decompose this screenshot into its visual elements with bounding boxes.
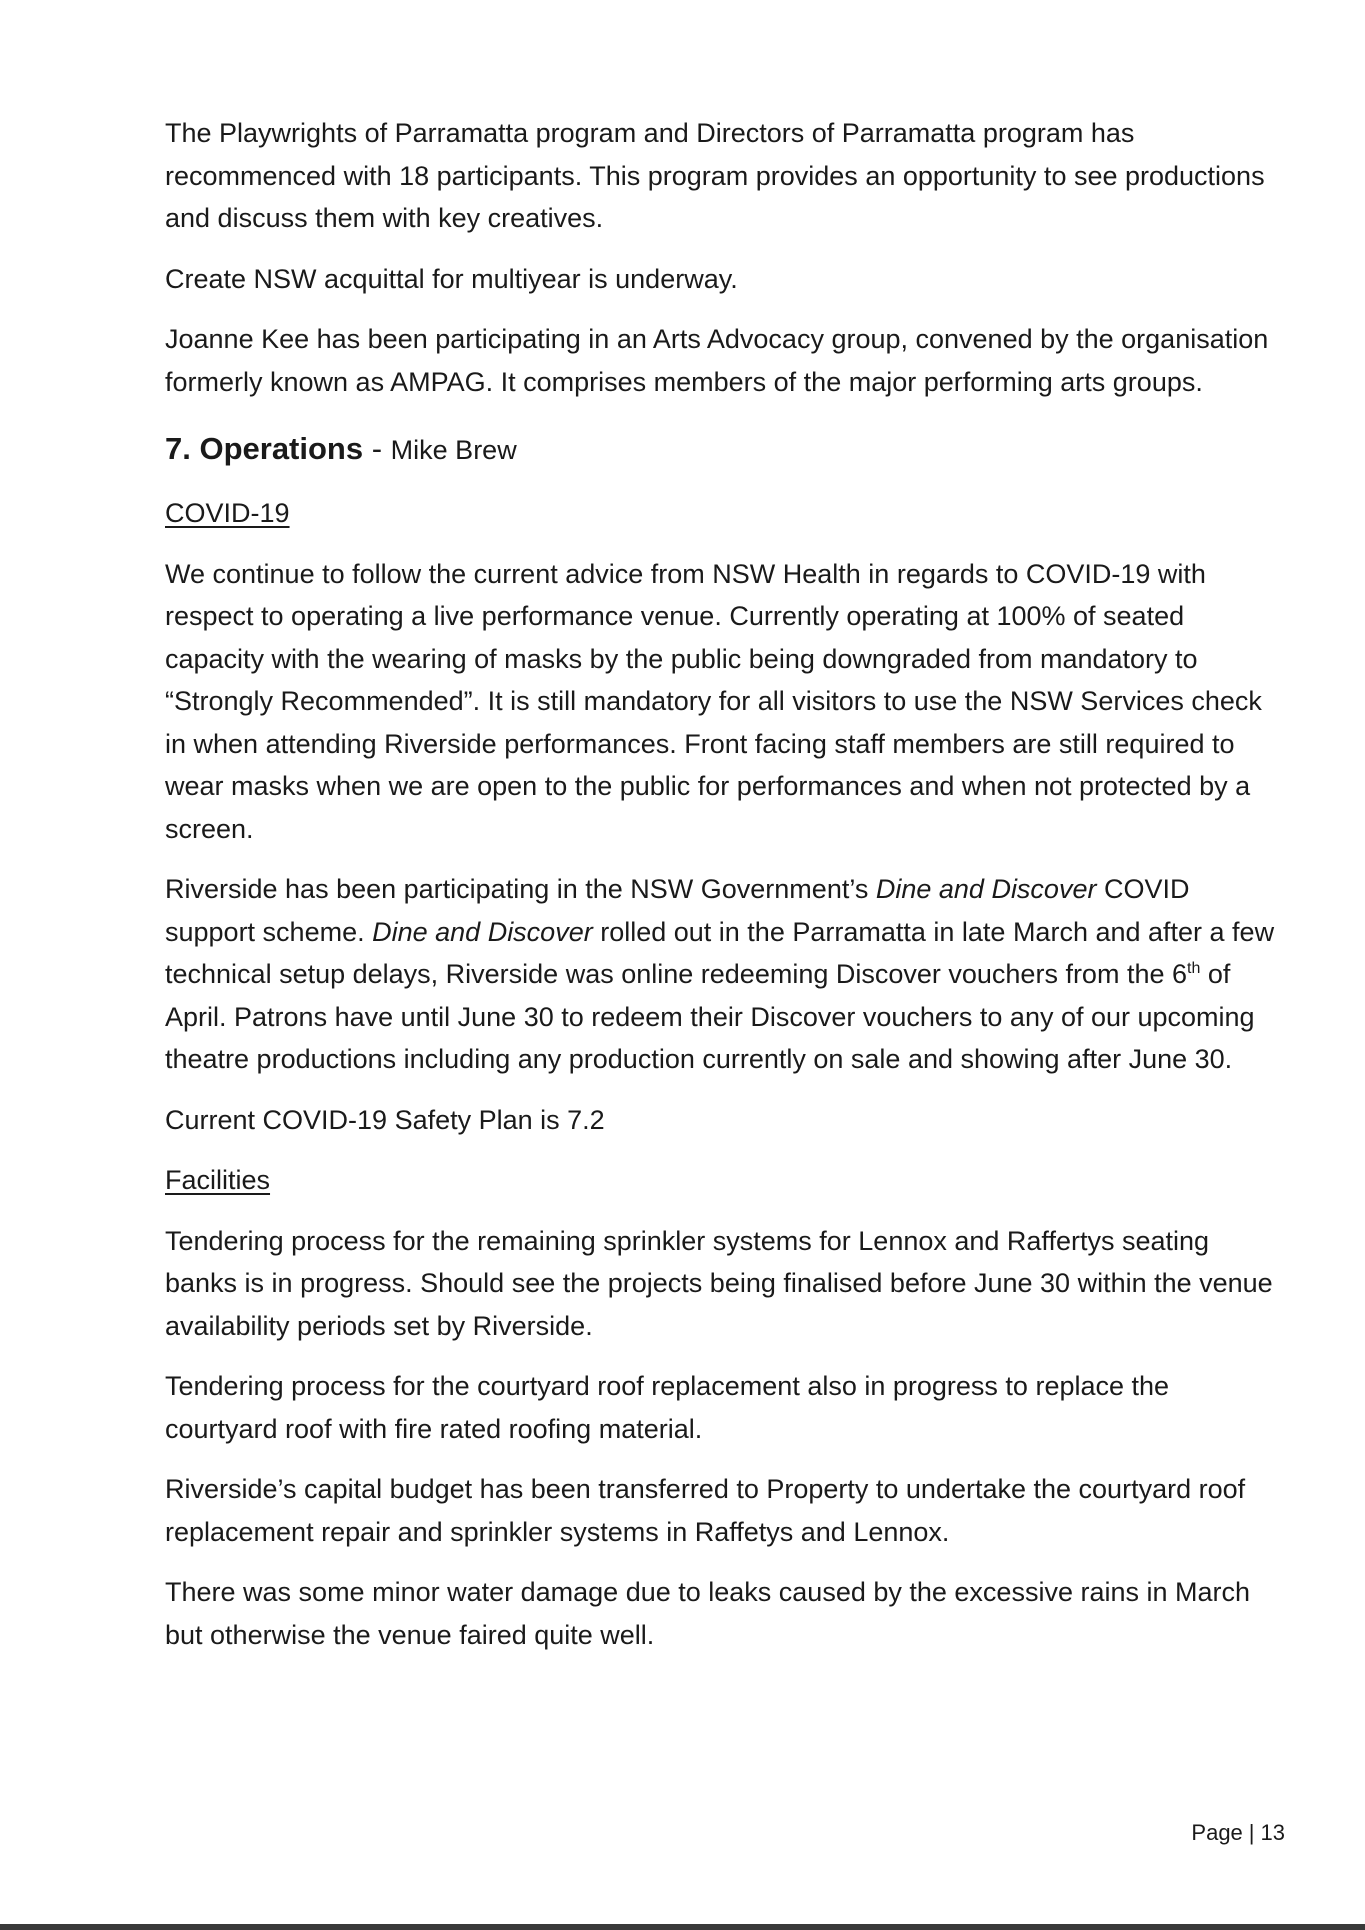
subheading-facilities: Facilities [165,1165,271,1195]
paragraph-covid-advice: We continue to follow the current advice from NSW Health in regards to COVID-19 with respect to operating a live performance venue. Currently operating at 100% of seated capacity with the wearing of masks by the public being downgraded from mandatory to “Strongly Recommended”. It is still mandatory for all visitors to use the NSW Services check in when attending Riverside performances. Front facing staff members are still required to wear masks when we are open to the public for performances and when not protected by a screen. [165,558,1262,844]
page-content [165,112,1285,1674]
paragraph-water-damage: There was some minor water damage due to leaks caused by the excessive rains in March but otherwise the venue faired quite well. [165,1577,1251,1650]
paragraph-create-nsw-acquittal: Create NSW acquittal for multiyear is underway. [165,263,738,294]
section-heading-operations [165,427,1285,472]
dine-discover-text-e: rolled out in the Parramatta in late March and after a few technical setup delays, Riverside was online redeeming Discover vouchers from the 6 [165,916,1275,989]
dine-discover-text-g: of April. Patrons have until June 30 to redeem their Discover vouchers to any of our upcoming theatre productions including any production currently on sale and showing after June 30. [165,959,1255,1074]
page-footer [1191,1818,1285,1848]
page-label: Page [1191,1820,1243,1845]
page-bottom-edge [0,1924,1365,1930]
section-title-separator: - [363,431,391,466]
paragraph-playwrights-program: The Playwrights of Parramatta program and Directors of Parramatta program has recommenced with 18 participants. This program provides an opportunity to see productions and discuss them with key creatives. [165,118,1265,233]
paragraph-capital-budget: Riverside’s capital budget has been transferred to Property to undertake the courtyard roof replacement repair and sprinkler systems in Raffetys and Lennox. [165,1474,1246,1547]
section-owner: Mike Brew [390,435,517,465]
dine-discover-italic-1: Dine and Discover [875,874,1097,904]
dine-discover-italic-2: Dine and Discover [372,916,593,947]
dine-discover-text-a: Riverside has been participating in the NSW Government’s [165,874,876,904]
subheading-covid: COVID-19 [165,498,290,528]
ordinal-superscript: th [1187,960,1201,977]
paragraph-safety-plan: Current COVID-19 Safety Plan is 7.2 [165,1104,605,1135]
paragraph-sprinkler-tendering: Tendering process for the remaining sprinkler systems for Lennox and Raffertys seating banks is in progress. Should see the projects being finalised before June 30 within the venue availability periods set by Riverside. [165,1225,1273,1341]
paragraph-arts-advocacy: Joanne Kee has been participating in an Arts Advocacy group, convened by the organisation formerly known as AMPAG. It comprises members of the major performing arts groups. [165,324,1269,397]
page-number: 13 [1260,1820,1285,1845]
page-separator: | [1248,1820,1255,1845]
dine-discover-text-c: COVID support scheme. [165,874,1190,947]
section-title: 7. Operations [165,431,364,466]
paragraph-dine-and-discover [165,868,1285,1081]
paragraph-courtyard-roof: Tendering process for the courtyard roof replacement also in progress to replace the courtyard roof with fire rated roofing material. [165,1371,1170,1444]
